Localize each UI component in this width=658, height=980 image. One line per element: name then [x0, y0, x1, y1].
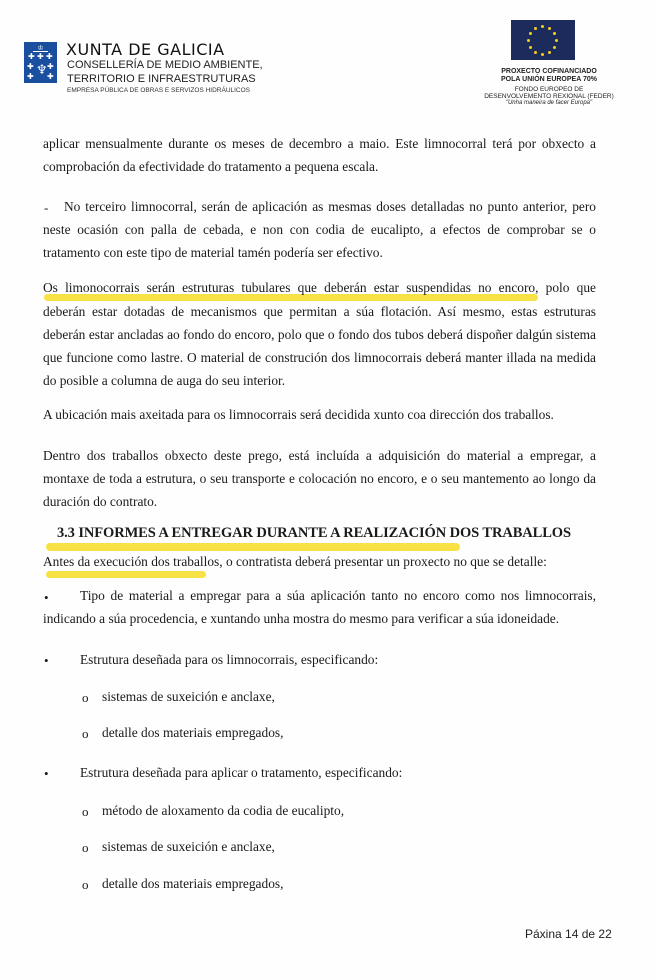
paragraph-line: aplicar mensualmente durante os meses de decembro a maio. Este limnocorral terá por obxecto a	[43, 136, 596, 151]
eu-flag-icon	[511, 20, 575, 60]
star-icon	[534, 51, 537, 54]
section-intro: Antes da execución dos traballos, o contratista deberá presentar un proxecto no que se detalle:	[43, 554, 547, 569]
dash-marker: -	[44, 200, 49, 215]
sub-list-item: sistemas de suxeición e anclaxe,	[102, 839, 275, 854]
bullet-marker: •	[44, 590, 49, 605]
eu-line1: PROXECTO COFINANCIADO	[501, 68, 597, 75]
star-icon	[529, 32, 532, 35]
chalice-icon: ♆	[36, 63, 48, 78]
highlighter-mark	[44, 294, 538, 301]
galicia-coat-of-arms-icon	[24, 42, 57, 83]
paragraph-line: duración do contrato.	[43, 494, 158, 509]
cross-icon: ✚	[37, 52, 44, 61]
paragraph-line: Os limonocorrais serán estruturas tubulares que deberán estar suspendidas no encoro, polo que	[43, 280, 596, 295]
star-icon	[553, 46, 556, 49]
cross-icon: ✚	[28, 52, 35, 61]
star-icon	[534, 27, 537, 30]
org-title: XUNTA DE GALICIA	[66, 40, 225, 59]
sub-list-item: detalle dos materiais empregados,	[102, 876, 284, 891]
eu-line2: POLA UNIÓN EUROPEA 70%	[501, 76, 597, 83]
sub-bullet-marker: o	[82, 877, 89, 892]
sub-bullet-marker: o	[82, 726, 89, 741]
org-line1: CONSELLERÍA DE MEDIO AMBIENTE,	[67, 59, 263, 71]
sub-bullet-marker: o	[82, 690, 89, 705]
star-icon	[529, 46, 532, 49]
star-icon	[548, 51, 551, 54]
sub-list-item: sistemas de suxeición e anclaxe,	[102, 689, 275, 704]
paragraph-line: que funcione como lastre. O material de construción dos limnocorrais deberá manter illada na medida	[43, 350, 596, 365]
star-icon	[555, 39, 558, 42]
org-line2: TERRITORIO E INFRAESTRUTURAS	[67, 73, 256, 85]
list-item: Tipo de material a empregar para a súa aplicación tanto no encoro como nos limnocorrais,	[80, 588, 596, 603]
eu-line4: DESENVOLVEMENTO REXIONAL (FEDER)	[484, 93, 614, 100]
star-icon	[541, 53, 544, 56]
paragraph-line: deberán estar dotadas de mecanismos que permitan a súa flotación. Así mesmo, estas estruturas	[43, 304, 596, 319]
bullet-marker: •	[44, 766, 49, 781]
eu-line3: FONDO EUROPEO DE	[514, 86, 584, 93]
cross-icon: ✚	[46, 52, 53, 61]
list-item: Estrutura deseñada para aplicar o tratamento, especificando:	[80, 765, 403, 780]
paragraph-line: comprobación da efectividade do tratamento a pequena escala.	[43, 159, 379, 174]
sub-list-item: método de aloxamento da codia de eucalipto,	[102, 803, 345, 818]
paragraph-line: neste ocasión con palla de cebada, e non con codia de eucalipto, a efectos de comprobar se o	[43, 222, 596, 237]
paragraph-line: montaxe de toda a estrutura, o seu transporte e colocación no encoro, e o seu mantemento ao longo da	[43, 471, 596, 486]
paragraph-line: do posible a columna de auga do seu interior.	[43, 373, 286, 388]
org-line3: EMPRESA PÚBLICA DE OBRAS E SERVIZOS HIDRÁULICOS	[67, 87, 251, 94]
paragraph-line: Dentro dos traballos obxecto deste prego, está incluída a adquisición do material a empregar, a	[43, 448, 596, 463]
cross-icon: ✚	[27, 72, 34, 81]
star-icon	[548, 27, 551, 30]
eu-line5: "Unha maneira de facer Europa"	[505, 100, 593, 106]
crown-icon: ♔	[33, 45, 48, 52]
section-heading: 3.3 INFORMES A ENTREGAR DURANTE A REALIZACIÓN DOS TRABALLOS	[57, 525, 571, 541]
cross-icon: ✚	[27, 62, 34, 71]
star-icon	[527, 39, 530, 42]
paragraph-line: A ubicación mais axeitada para os limnocorrais será decidida xunto coa dirección dos traballos.	[43, 407, 554, 422]
paragraph-line: tratamento con este tipo de material tamén podería ser efectivo.	[43, 245, 383, 260]
bullet-marker: •	[44, 653, 49, 668]
list-item: indicando a súa procedencia, e xuntando unha mostra do mesmo para verificar a súa idoneidade.	[43, 611, 560, 626]
sub-bullet-marker: o	[82, 804, 89, 819]
page-number: Páxina 14 de 22	[525, 927, 612, 941]
cross-icon: ✚	[47, 72, 54, 81]
paragraph-line: deberán estar ancladas ao fondo do encoro, polo que o fondo dos tubos deberá dispoñer dalgún sistema	[43, 327, 596, 342]
list-item: Estrutura deseñada para os limnocorrais, especificando:	[80, 652, 379, 667]
sub-bullet-marker: o	[82, 840, 89, 855]
star-icon	[553, 32, 556, 35]
cross-icon: ✚	[47, 62, 54, 71]
highlighter-mark	[46, 571, 206, 578]
paragraph-line: No terceiro limnocorral, serán de aplicación as mesmas doses detalladas no punto anterior, pero	[64, 199, 596, 214]
star-icon	[541, 25, 544, 28]
highlighter-mark	[46, 543, 460, 551]
sub-list-item: detalle dos materiais empregados,	[102, 725, 284, 740]
